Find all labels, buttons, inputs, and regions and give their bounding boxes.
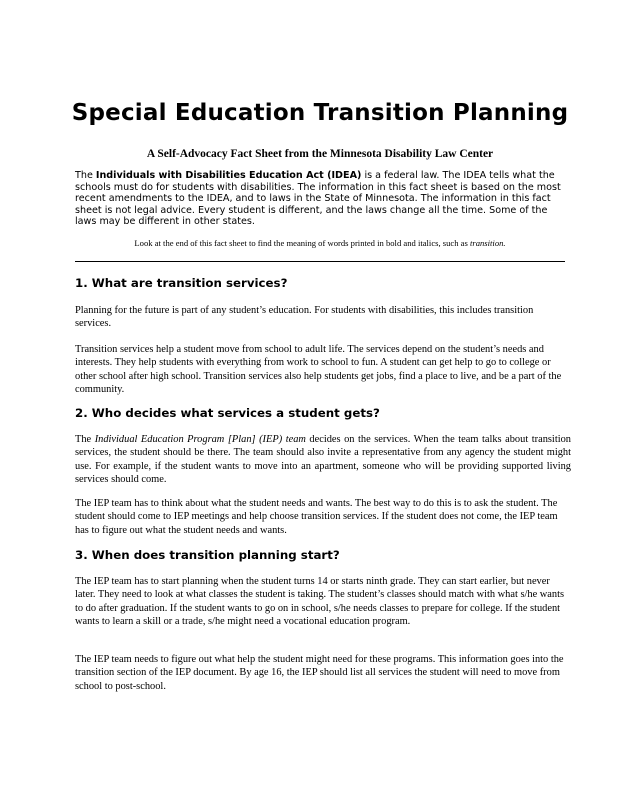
section-1-paragraph-2: Transition services help a student move from school to adult life. The services depend on the student’s needs and interests. They help students with everything from work to school to fun. A student can get help to go to college or other school after high school. Transition services also help students get jobs, find a place to live, and be a part of the community. bbox=[75, 344, 562, 396]
section-1-paragraph-1: Planning for the future is part of any student’s education. For students with disabilities, this includes transition services. bbox=[75, 305, 534, 330]
glossary-note-example: transition. bbox=[469, 238, 506, 248]
intro-paragraph bbox=[75, 170, 571, 228]
section-2-paragraph-1-post: decides on the services. When the team talks about transition services, the student should be there. The team should also invite a representative from any agency the student might use. For example, if the student wants to move into an apartment, someone who will be providing supported living services should come. bbox=[75, 434, 571, 486]
section-3-heading: 3. When does transition planning start? bbox=[75, 548, 340, 562]
glossary-note bbox=[0, 238, 640, 248]
divider bbox=[75, 261, 565, 262]
section-2-paragraph-1 bbox=[75, 433, 571, 487]
glossary-note-text: Look at the end of this fact sheet to find the meaning of words printed in bold and italics, such as bbox=[134, 238, 470, 248]
section-3-paragraph-2: The IEP team needs to figure out what help the student might need for these programs. This information goes into the transition section of the IEP document. By age 16, the IEP should list all services the student will need to move from school to post-school. bbox=[75, 654, 564, 692]
iep-team-term: Individual Education Program [Plan] (IEP) team bbox=[94, 434, 306, 445]
section-3-paragraph-1: The IEP team has to start planning when the student turns 14 or starts ninth grade. They can start earlier, but never later. They need to look at what classes the student is taking. The student’s classes should match with what s/he wants to do after graduation. If the student wants to go on in school, s/he needs classes to prepare for college. If the student wants to learn a skill or a trade, s/he might need a vocational education program. bbox=[75, 576, 565, 628]
section-2-heading: 2. Who decides what services a student gets? bbox=[75, 406, 380, 420]
section-2-paragraph-2: The IEP team has to think about what the student needs and wants. The best way to do this is to ask the student. The student should come to IEP meetings and help choose transition services. If the student does not come, the IEP team has to figure out what the student needs and wants. bbox=[75, 498, 558, 536]
intro-law-name: Individuals with Disabilities Education Act (IDEA) bbox=[95, 170, 362, 181]
section-1-heading: 1. What are transition services? bbox=[75, 276, 288, 290]
intro-prefix: The bbox=[75, 170, 96, 181]
section-2-paragraph-1-pre: The bbox=[75, 434, 95, 445]
page-title: Special Education Transition Planning bbox=[71, 100, 569, 126]
page-subtitle: A Self-Advocacy Fact Sheet from the Minnesota Disability Law Center bbox=[146, 148, 494, 160]
intro-body: is a federal law. The IDEA tells what the schools must do for students with disabilities. The information in this fact sheet is based on the most recent amendments to the IDEA, and to laws in the State of Minnesota. The information in this fact sheet is not legal advice. Every student is different, and the laws change all the time. Some of the laws may be different in other states. bbox=[75, 170, 561, 228]
